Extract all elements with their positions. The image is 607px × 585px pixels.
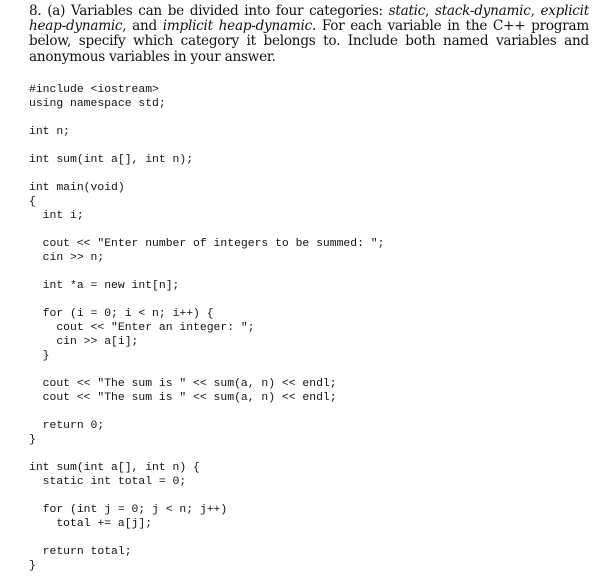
question-instructions: . For each variable in the C++ program below, specify which category it belongs to. Include both named variables and anonymous variables in your answer. — [29, 18, 589, 65]
separator: , and — [122, 18, 163, 35]
code-line: for (int j = 0; j < n; j++) — [29, 504, 228, 516]
category-static: static — [388, 3, 426, 19]
code-line — [29, 167, 384, 181]
code-line — [29, 531, 384, 545]
code-line: cout << "The sum is " << sum(a, n) << endl; — [29, 392, 337, 404]
code-line — [29, 363, 384, 377]
code-line — [29, 111, 384, 125]
category-implicit-heap-dynamic: implicit heap-dynamic — [162, 18, 312, 35]
code-line: cout << "Enter number of integers to be summed: "; — [29, 238, 385, 250]
code-line: return total; — [29, 546, 132, 558]
code-line — [29, 223, 384, 237]
category-stack-dynamic: stack-dynamic — [434, 3, 531, 19]
question-text — [29, 4, 589, 65]
code-line: total += a[j]; — [29, 518, 153, 530]
code-line — [29, 293, 384, 307]
code-line — [29, 489, 384, 503]
code-line: int sum(int a[], int n) { — [29, 462, 200, 474]
code-line: cout << "Enter an integer: "; — [29, 322, 255, 334]
code-line: static int total = 0; — [29, 476, 187, 488]
code-line: cin >> n; — [29, 252, 105, 264]
code-line — [29, 405, 384, 419]
code-line: using namespace std; — [29, 98, 166, 110]
code-line: { — [29, 196, 36, 208]
separator: , — [425, 3, 435, 19]
code-line: #include <iostream> — [29, 84, 159, 96]
code-line: int n; — [29, 126, 71, 138]
category-explicit-heap-dynamic: explicit heap-dynamic — [29, 3, 589, 35]
code-line: int i; — [29, 210, 84, 222]
code-line: int main(void) — [29, 182, 125, 194]
code-line: cout << "The sum is " << sum(a, n) << endl; — [29, 378, 337, 390]
code-line — [29, 265, 384, 279]
code-line: } — [29, 434, 36, 446]
question-intro: 8. (a) Variables can be divided into four categories: — [29, 3, 389, 19]
code-line: return 0; — [29, 420, 105, 432]
code-line: for (i = 0; i < n; i++) { — [29, 308, 214, 320]
code-line: } — [29, 560, 36, 572]
separator: , — [530, 3, 541, 19]
code-line: int *a = new int[n]; — [29, 280, 180, 292]
code-line — [29, 447, 384, 461]
code-line — [29, 139, 384, 153]
code-line: cin >> a[i]; — [29, 336, 139, 348]
code-line: int sum(int a[], int n); — [29, 154, 194, 166]
code-listing — [29, 83, 384, 573]
code-line: } — [29, 350, 50, 362]
